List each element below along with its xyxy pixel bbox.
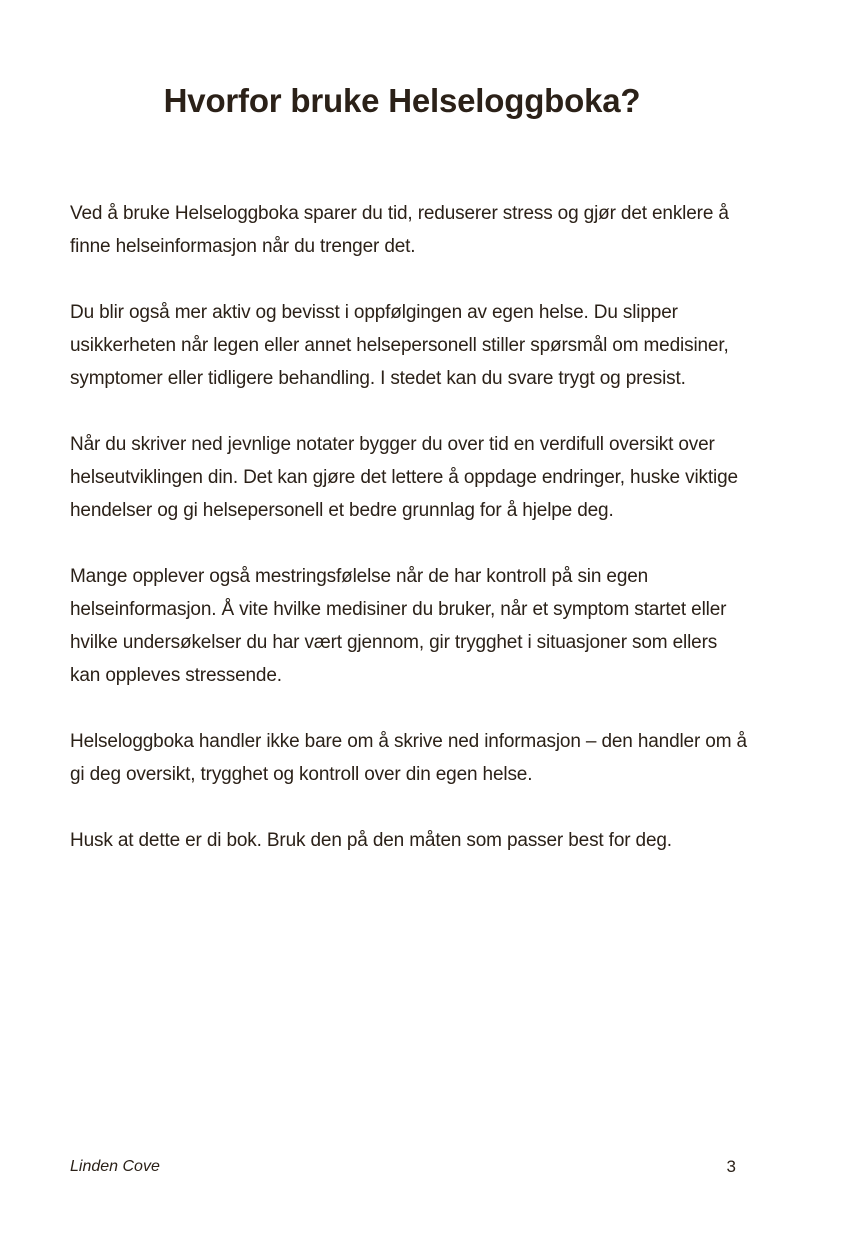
page-title: Hvorfor bruke Helseloggboka? bbox=[163, 82, 641, 119]
page-number: 3 bbox=[726, 1157, 736, 1176]
paragraph: Husk at dette er di bok. Bruk den på den måten som passer best for deg. bbox=[70, 830, 672, 851]
footer-publisher: Linden Cove bbox=[70, 1158, 160, 1175]
paragraph: Når du skriver ned jevnlige notater bygger du over tid en verdifull oversikt over helseutviklingen din. Det kan gjøre det lettere å oppdage endringer, huske viktige hendelser og gi helsepersonell et bedre grunnlag for å hjelpe deg. bbox=[70, 434, 738, 521]
paragraph: Ved å bruke Helseloggboka sparer du tid, reduserer stress og gjør det enklere å finne helseinformasjon når du trenger det. bbox=[70, 203, 729, 257]
paragraph: Du blir også mer aktiv og bevisst i oppfølgingen av egen helse. Du slipper usikkerheten når legen eller annet helsepersonell stiller spørsmål om medisiner, symptomer eller tidligere behandling. I stedet kan du svare trygt og presist. bbox=[70, 302, 729, 389]
body-text bbox=[70, 197, 750, 890]
paragraph: Mange opplever også mestringsfølelse når de har kontroll på sin egen helseinformasjon. Å vite hvilke medisiner du bruker, når et symptom startet eller hvilke undersøkelser du har vært gjennom, gir trygghet i situasjoner som ellers kan oppleves stressende. bbox=[70, 566, 727, 686]
paragraph: Helseloggboka handler ikke bare om å skrive ned informasjon – den handler om å gi deg oversikt, trygghet og kontroll over din egen helse. bbox=[70, 731, 747, 785]
